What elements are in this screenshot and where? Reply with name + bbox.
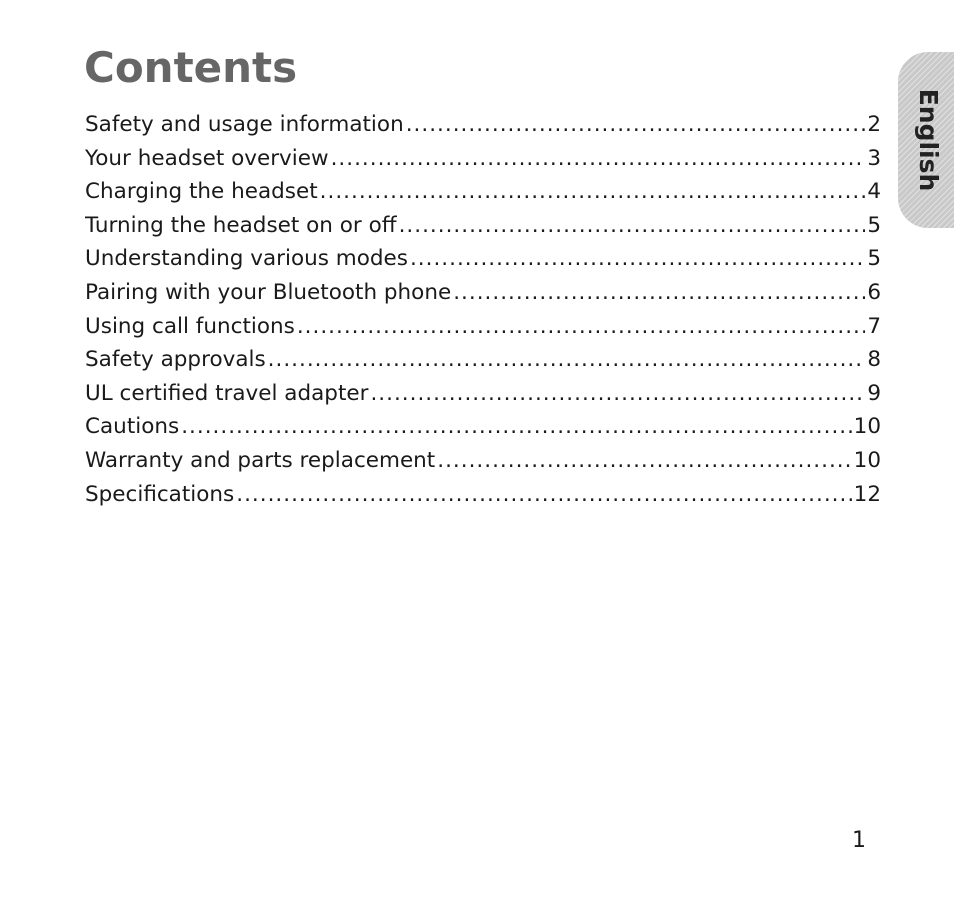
toc-dot-leader [181, 410, 851, 444]
toc-entry-page: 5 [867, 212, 881, 238]
toc-entry-page: 10 [853, 414, 881, 440]
toc-entry-cautions[interactable] [85, 410, 881, 444]
page-number: 1 [852, 828, 866, 853]
toc-dot-leader [406, 108, 866, 142]
toc-entry-call-functions[interactable] [85, 310, 881, 344]
toc-entry-specifications[interactable] [85, 478, 881, 512]
page-title: Contents [84, 43, 298, 92]
toc-entry-page: 3 [867, 145, 881, 171]
toc-entry-page: 7 [867, 313, 881, 339]
toc-entry-page: 10 [853, 447, 881, 473]
toc-dot-leader [410, 242, 865, 276]
toc-entry-safety-approvals[interactable] [85, 343, 881, 377]
toc-entry-label: Charging the headset [85, 179, 318, 205]
toc-entry-label: Safety approvals [85, 347, 266, 373]
toc-entry-safety-and-usage[interactable] [85, 108, 881, 142]
toc-entry-label: Turning the headset on or off [85, 212, 397, 238]
toc-entry-page: 4 [867, 179, 881, 205]
toc-dot-leader [437, 444, 851, 478]
toc-entry-page: 9 [867, 380, 881, 406]
language-tab-label: English [914, 88, 943, 192]
toc-dot-leader [370, 377, 865, 411]
toc-entry-travel-adapter[interactable] [85, 377, 881, 411]
toc-entry-page: 12 [853, 481, 881, 507]
toc-dot-leader [399, 209, 866, 243]
toc-dot-leader [453, 276, 865, 310]
toc-entry-page: 5 [867, 246, 881, 272]
toc-dot-leader [236, 478, 851, 512]
toc-entry-label: Understanding various modes [85, 246, 408, 272]
toc-entry-pairing[interactable] [85, 276, 881, 310]
toc-entry-charging[interactable] [85, 175, 881, 209]
toc-entry-page: 2 [867, 112, 881, 137]
toc-entry-label: UL certified travel adapter [85, 380, 369, 406]
toc-dot-leader [331, 142, 866, 176]
toc-dot-leader [297, 310, 865, 344]
toc-entry-headset-overview[interactable] [85, 142, 881, 176]
toc-entry-various-modes[interactable] [85, 242, 881, 276]
toc-entry-warranty[interactable] [85, 444, 881, 478]
toc-dot-leader [320, 175, 866, 209]
toc-entry-label: Pairing with your Bluetooth phone [85, 279, 452, 305]
toc-entry-label: Cautions [85, 414, 180, 440]
table-of-contents [85, 108, 881, 511]
toc-entry-page: 8 [867, 347, 881, 373]
toc-entry-label: Safety and usage information [85, 112, 404, 137]
toc-entry-label: Specifications [85, 481, 235, 507]
toc-entry-turning-on-off[interactable] [85, 209, 881, 243]
toc-entry-label: Your headset overview [85, 145, 329, 171]
toc-entry-page: 6 [867, 279, 881, 305]
toc-entry-label: Using call functions [85, 313, 295, 339]
toc-dot-leader [268, 343, 866, 377]
toc-entry-label: Warranty and parts replacement [85, 447, 436, 473]
